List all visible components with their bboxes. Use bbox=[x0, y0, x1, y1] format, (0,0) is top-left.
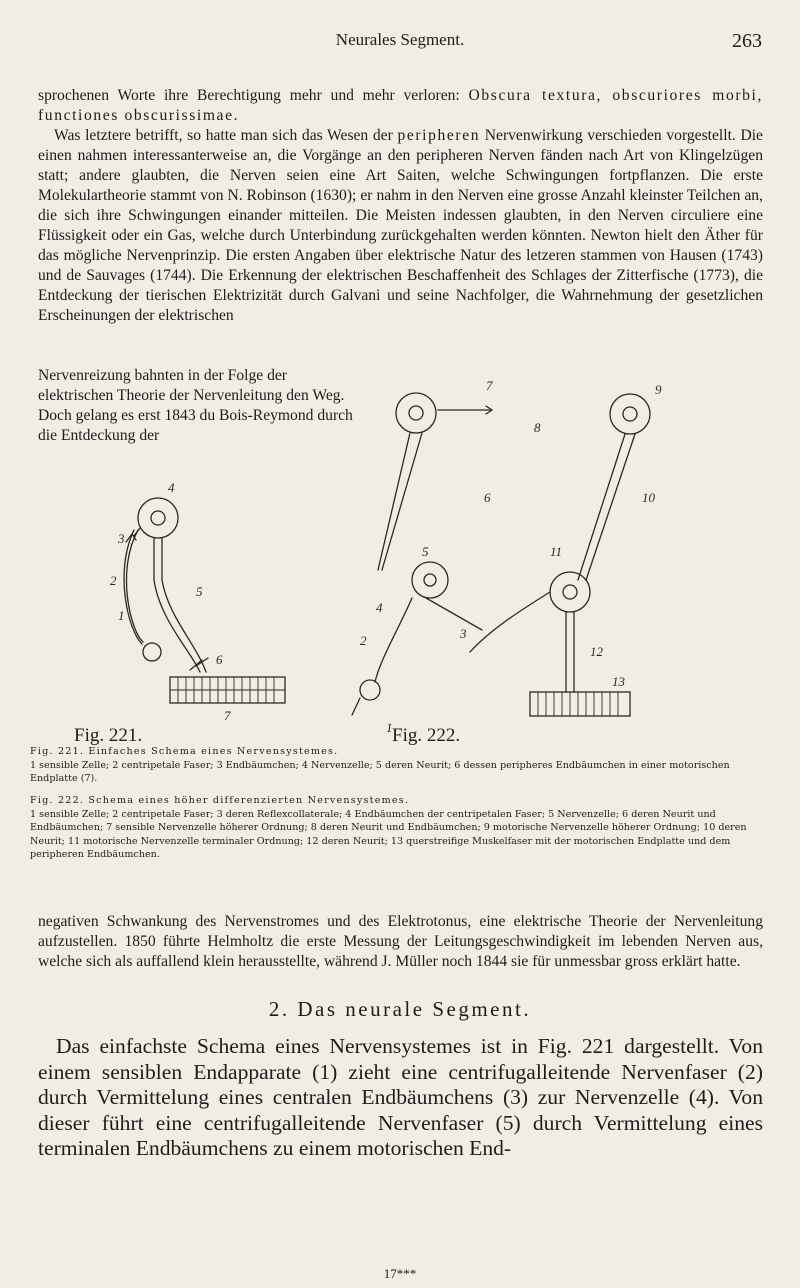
nucleus bbox=[623, 407, 637, 421]
centripetal-fiber bbox=[126, 530, 143, 642]
paragraph-text: Was letztere betrifft, so hatte man sich das Wesen der bbox=[54, 127, 398, 144]
fiber-end bbox=[352, 698, 360, 715]
neurite-12 bbox=[566, 612, 574, 692]
fig221-label-6: 6 bbox=[216, 652, 223, 667]
fig222-label-3: 3 bbox=[460, 626, 467, 641]
sensible-cell-1 bbox=[360, 680, 380, 700]
nerve-cell-nucleus bbox=[151, 511, 165, 525]
muscle-fiber-13 bbox=[530, 692, 630, 716]
fig222-label-7: 7 bbox=[486, 378, 493, 393]
motor-cell-higher bbox=[610, 394, 650, 434]
muscle-striation bbox=[538, 692, 618, 716]
nucleus bbox=[409, 406, 423, 420]
paragraph-section: Das einfachste Schema eines Nervensystemes ist in Fig. 221 dargestellt. Von einem sensiblen Endapparate (1) zieht eine centrifugalleitende Nervenfaser (2) durch Vermittelung eines centralen Endbäumchens (3) zur Nervenzelle (4). Von dieser führt eine centrifugalleitende Nervenfaser (5) durch Vermittelung eines terminalen Endbäumchens zu einem motorischen End- bbox=[38, 1034, 763, 1160]
fig221-label-7: 7 bbox=[224, 708, 231, 723]
fig222-label-11: 11 bbox=[550, 544, 563, 559]
emphasis-peripheren: peripheren bbox=[397, 127, 481, 144]
caption-fig221 bbox=[30, 745, 770, 786]
ascending-fiber bbox=[378, 433, 422, 570]
paragraph-history bbox=[38, 126, 763, 326]
fig221-label-3: 3 bbox=[118, 531, 125, 546]
nucleus bbox=[563, 585, 577, 599]
fig222-label-6: 6 bbox=[484, 490, 491, 505]
fig221-label-5: 5 bbox=[196, 584, 203, 599]
paragraph-wrap: Nervenreizung bahnten in der Folge der elektrischen Theorie der Nervenleitung den Weg. Doch gelang es erst 1843 du Bois-Reymond durch die Entdeckung der bbox=[38, 367, 353, 444]
fig221-label-2: 2 bbox=[110, 573, 117, 588]
caption-head: Fig. 221. Einfaches Schema eines Nervensystemes. bbox=[30, 746, 339, 757]
paragraph-continuation bbox=[38, 86, 763, 126]
fig222-label-8: 8 bbox=[534, 420, 541, 435]
fig222-label-1: 1 bbox=[386, 720, 393, 735]
running-header bbox=[0, 30, 800, 54]
caption-text: 1 sensible Zelle; 2 centripetale Faser; 3 Endbäumchen; 4 Nervenzelle; 5 deren Neurit; 6 dessen peripheres Endbäumchen in einer motorischen Endplatte (7). bbox=[30, 759, 730, 784]
nerve-cell-5 bbox=[412, 562, 448, 598]
fig222-label-5: 5 bbox=[422, 544, 429, 559]
paragraph-text: sprochenen Worte ihre Berechtigung mehr und mehr verloren: bbox=[38, 87, 469, 104]
fig221-label: Fig. 221. bbox=[74, 725, 143, 746]
sensible-cell bbox=[143, 643, 161, 661]
signature-mark: 17*** bbox=[383, 1266, 417, 1281]
motor-cell-terminal bbox=[550, 572, 590, 612]
fig222-label-4: 4 bbox=[376, 600, 383, 615]
caption-fig222 bbox=[30, 794, 770, 862]
fig222-label-13: 13 bbox=[612, 674, 625, 689]
neurite-10 bbox=[578, 434, 635, 580]
figure-222-drawing bbox=[352, 378, 662, 735]
nucleus bbox=[424, 574, 436, 586]
nerve-schema-figures bbox=[30, 378, 770, 735]
paragraph-text: Nervenwirkung verschieden vorgestellt. Die einen nahmen interessanterweise an, die Vorgänge an den peripheren Nerven fänden nach Art von Klingelzügen statt; andere glaubten, die Nerven seien eine Art Saiten, welche Schwingungen fortpflanzen. Die erste Molekulartheorie stammt von N. Robinson (1630); er nahm in den Nerven eine grosse Anzahl kleinster Teilchen an, die sich ihre Schwingungen einander mitteilen. Die Meisten indessen glaubten, in den Nerven circuliere eine Flüssigkeit oder ein Gas, welche durch Unterbindung zurückgehalten werden könnten. Newton hielt den Äther für das mögliche Nervenprinzip. Die ersten Angaben über elektrische Natur des letzeren stammen von Hausen (1743) und de Sauvages (1744). Die Erkennung der elektrischen Beschaffenheit des Schlages der Zitterfische (1773), die Entdeckung der tierischen Elektrizität durch Galvani und seine Nachfolger, die Wahrnehmung der gesetzlichen Erscheinungen der elektrischen bbox=[38, 127, 763, 324]
fig222-label-12: 12 bbox=[590, 644, 603, 659]
fig222-label-2: 2 bbox=[360, 633, 367, 648]
fig222-label-10: 10 bbox=[642, 490, 655, 505]
collateral bbox=[470, 592, 550, 652]
latin-quote: Obscura textura, obscuriores morbi, functiones obscurissimae. bbox=[38, 87, 763, 124]
page-number: 263 bbox=[732, 30, 762, 52]
section-heading: 2. Das neurale Segment. bbox=[268, 997, 532, 1021]
fig221-label-4: 4 bbox=[168, 480, 175, 495]
fig222-label-9: 9 bbox=[655, 382, 662, 397]
sensible-cell-higher bbox=[396, 393, 436, 433]
running-title: Neurales Segment. bbox=[335, 30, 465, 49]
nerve-cell bbox=[138, 498, 178, 538]
fig222-label: Fig. 222. bbox=[392, 725, 461, 746]
neurite-2 bbox=[162, 538, 206, 672]
paragraph-after-figures: negativen Schwankung des Nervenstromes und des Elektrotonus, eine elektrische Theorie der Nervenleitung aufzustellen. 1850 führte Helmholtz die erste Messung der Leitungsgeschwindigkeit im lebenden Nerven aus, welche sich als auffallend klein herausstellte, während J. Müller noch 1844 sie für unmessbar gross erklärt hatte. bbox=[38, 913, 763, 970]
caption-head: Fig. 222. Schema eines höher differenzierten Nervensystemes. bbox=[30, 795, 410, 806]
fig221-label-1: 1 bbox=[118, 608, 125, 623]
caption-text: 1 sensible Zelle; 2 centripetale Faser; 3 deren Reflexcollaterale; 4 Endbäumchen der centripetalen Faser; 5 Nervenzelle; 6 deren Neurit und Endbäumchen; 7 sensible Nervenzelle höherer Ordnung; 8 deren Neurit und Endbäumchen; 9 motorische Nervenzelle höherer Ordnung; 10 deren Neurit; 11 motorische Nervenzelle terminaler Ordnung; 12 deren Neurit; 13 querstreifige Muskelfaser mit der motorischen Endplatte und dem peripheren Endbäumchen. bbox=[30, 808, 747, 860]
figure-area bbox=[30, 378, 770, 746]
figure-221-drawing bbox=[110, 480, 285, 723]
